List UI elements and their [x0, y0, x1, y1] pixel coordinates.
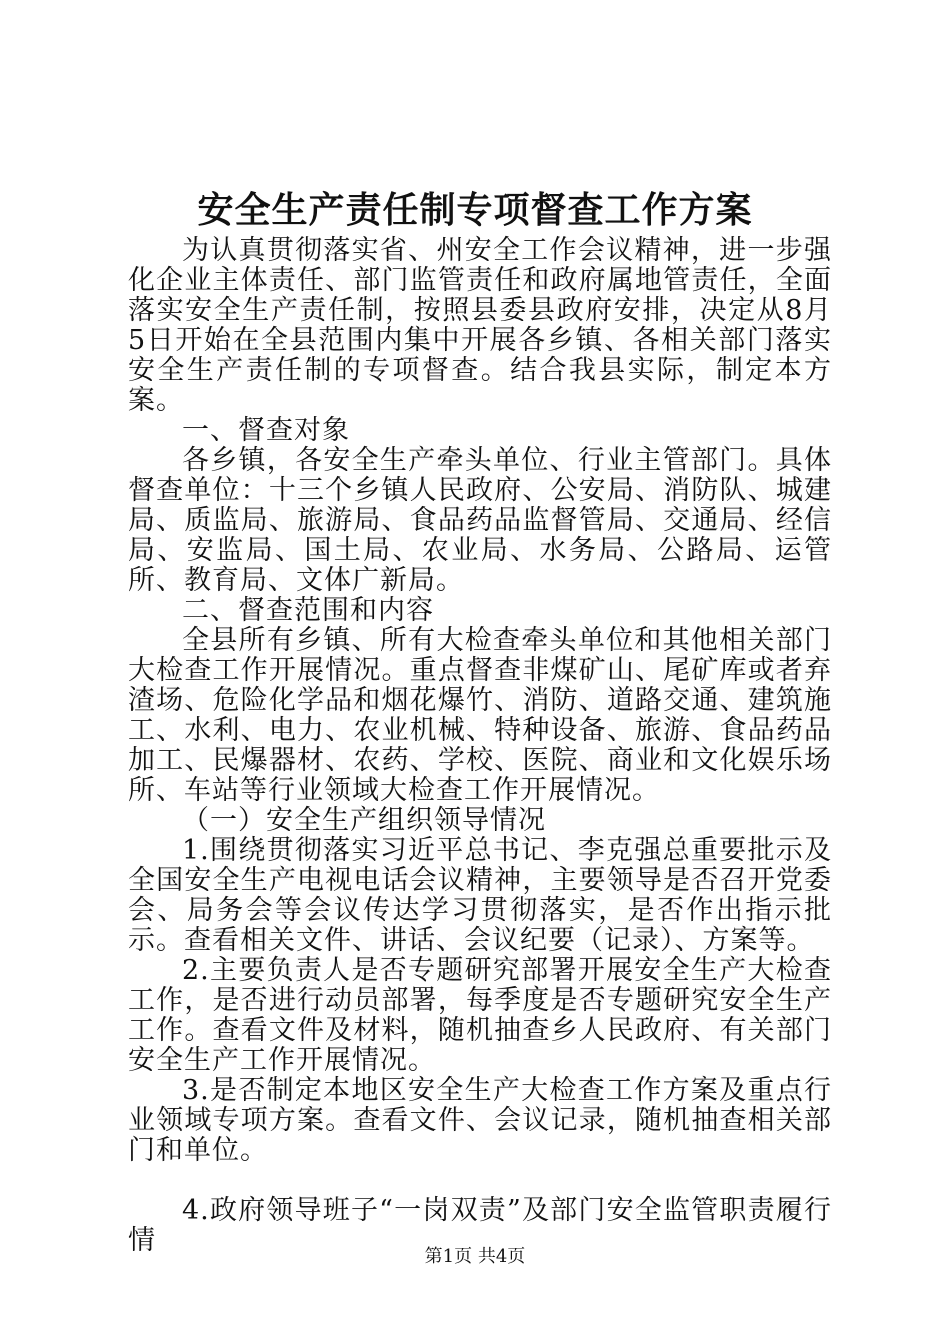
item-4: 4.政府领导班子“一岗双责”及部门安全监管职责履行情: [128, 1195, 832, 1256]
page-footer: 第1页 共4页: [424, 1246, 526, 1267]
item-3: 3.是否制定本地区安全生产大检查工作方案及重点行业领域专项方案。查看文件、会议记录，随机抽查相关部门和单位。: [128, 1075, 832, 1166]
paragraph-targets: 各乡镇，各安全生产牵头单位、行业主管部门。具体督查单位：十三个乡镇人民政府、公安局、消防队、城建局、质监局、旅游局、食品药品监督管局、交通局、经信局、安监局、国土局、农业局、水务局、公路局、运管所、教育局、文体广新局。: [128, 445, 832, 596]
section-heading-2: 二、督查范围和内容: [182, 595, 434, 626]
document-body: [128, 236, 832, 1256]
section-heading-1: 一、督查对象: [182, 415, 350, 446]
subsection-heading-1: （一）安全生产组织领导情况: [182, 805, 546, 836]
document-title: 安全生产责任制专项督查工作方案: [197, 189, 753, 231]
item-2: 2.主要负责人是否专题研究部署开展安全生产大检查工作，是否进行动员部署，每季度是否专题研究安全生产工作。查看文件及材料，随机抽查乡人民政府、有关部门安全生产工作开展情况。: [128, 955, 832, 1076]
item-1: 1.围绕贯彻落实习近平总书记、李克强总重要批示及全国安全生产电视电话会议精神，主要领导是否召开党委会、局务会等会议传达学习贯彻落实，是否作出指示批示。查看相关文件、讲话、会议纪要（记录）、方案等。: [128, 835, 832, 956]
intro-paragraph: 为认真贯彻落实省、州安全工作会议精神，进一步强化企业主体责任、部门监管责任和政府属地管责任，全面落实安全生产责任制，按照县委县政府安排，决定从8月5日开始在全县范围内集中开展各乡镇、各相关部门落实安全生产责任制的专项督查。结合我县实际，制定本方案。: [128, 235, 832, 416]
paragraph-scope: 全县所有乡镇、所有大检查牵头单位和其他相关部门大检查工作开展情况。重点督查非煤矿山、尾矿库或者弃渣场、危险化学品和烟花爆竹、消防、道路交通、建筑施工、水利、电力、农业机械、特种设备、旅游、食品药品加工、民爆器材、农药、学校、医院、商业和文化娱乐场所、车站等行业领域大检查工作开展情况。: [128, 625, 832, 806]
